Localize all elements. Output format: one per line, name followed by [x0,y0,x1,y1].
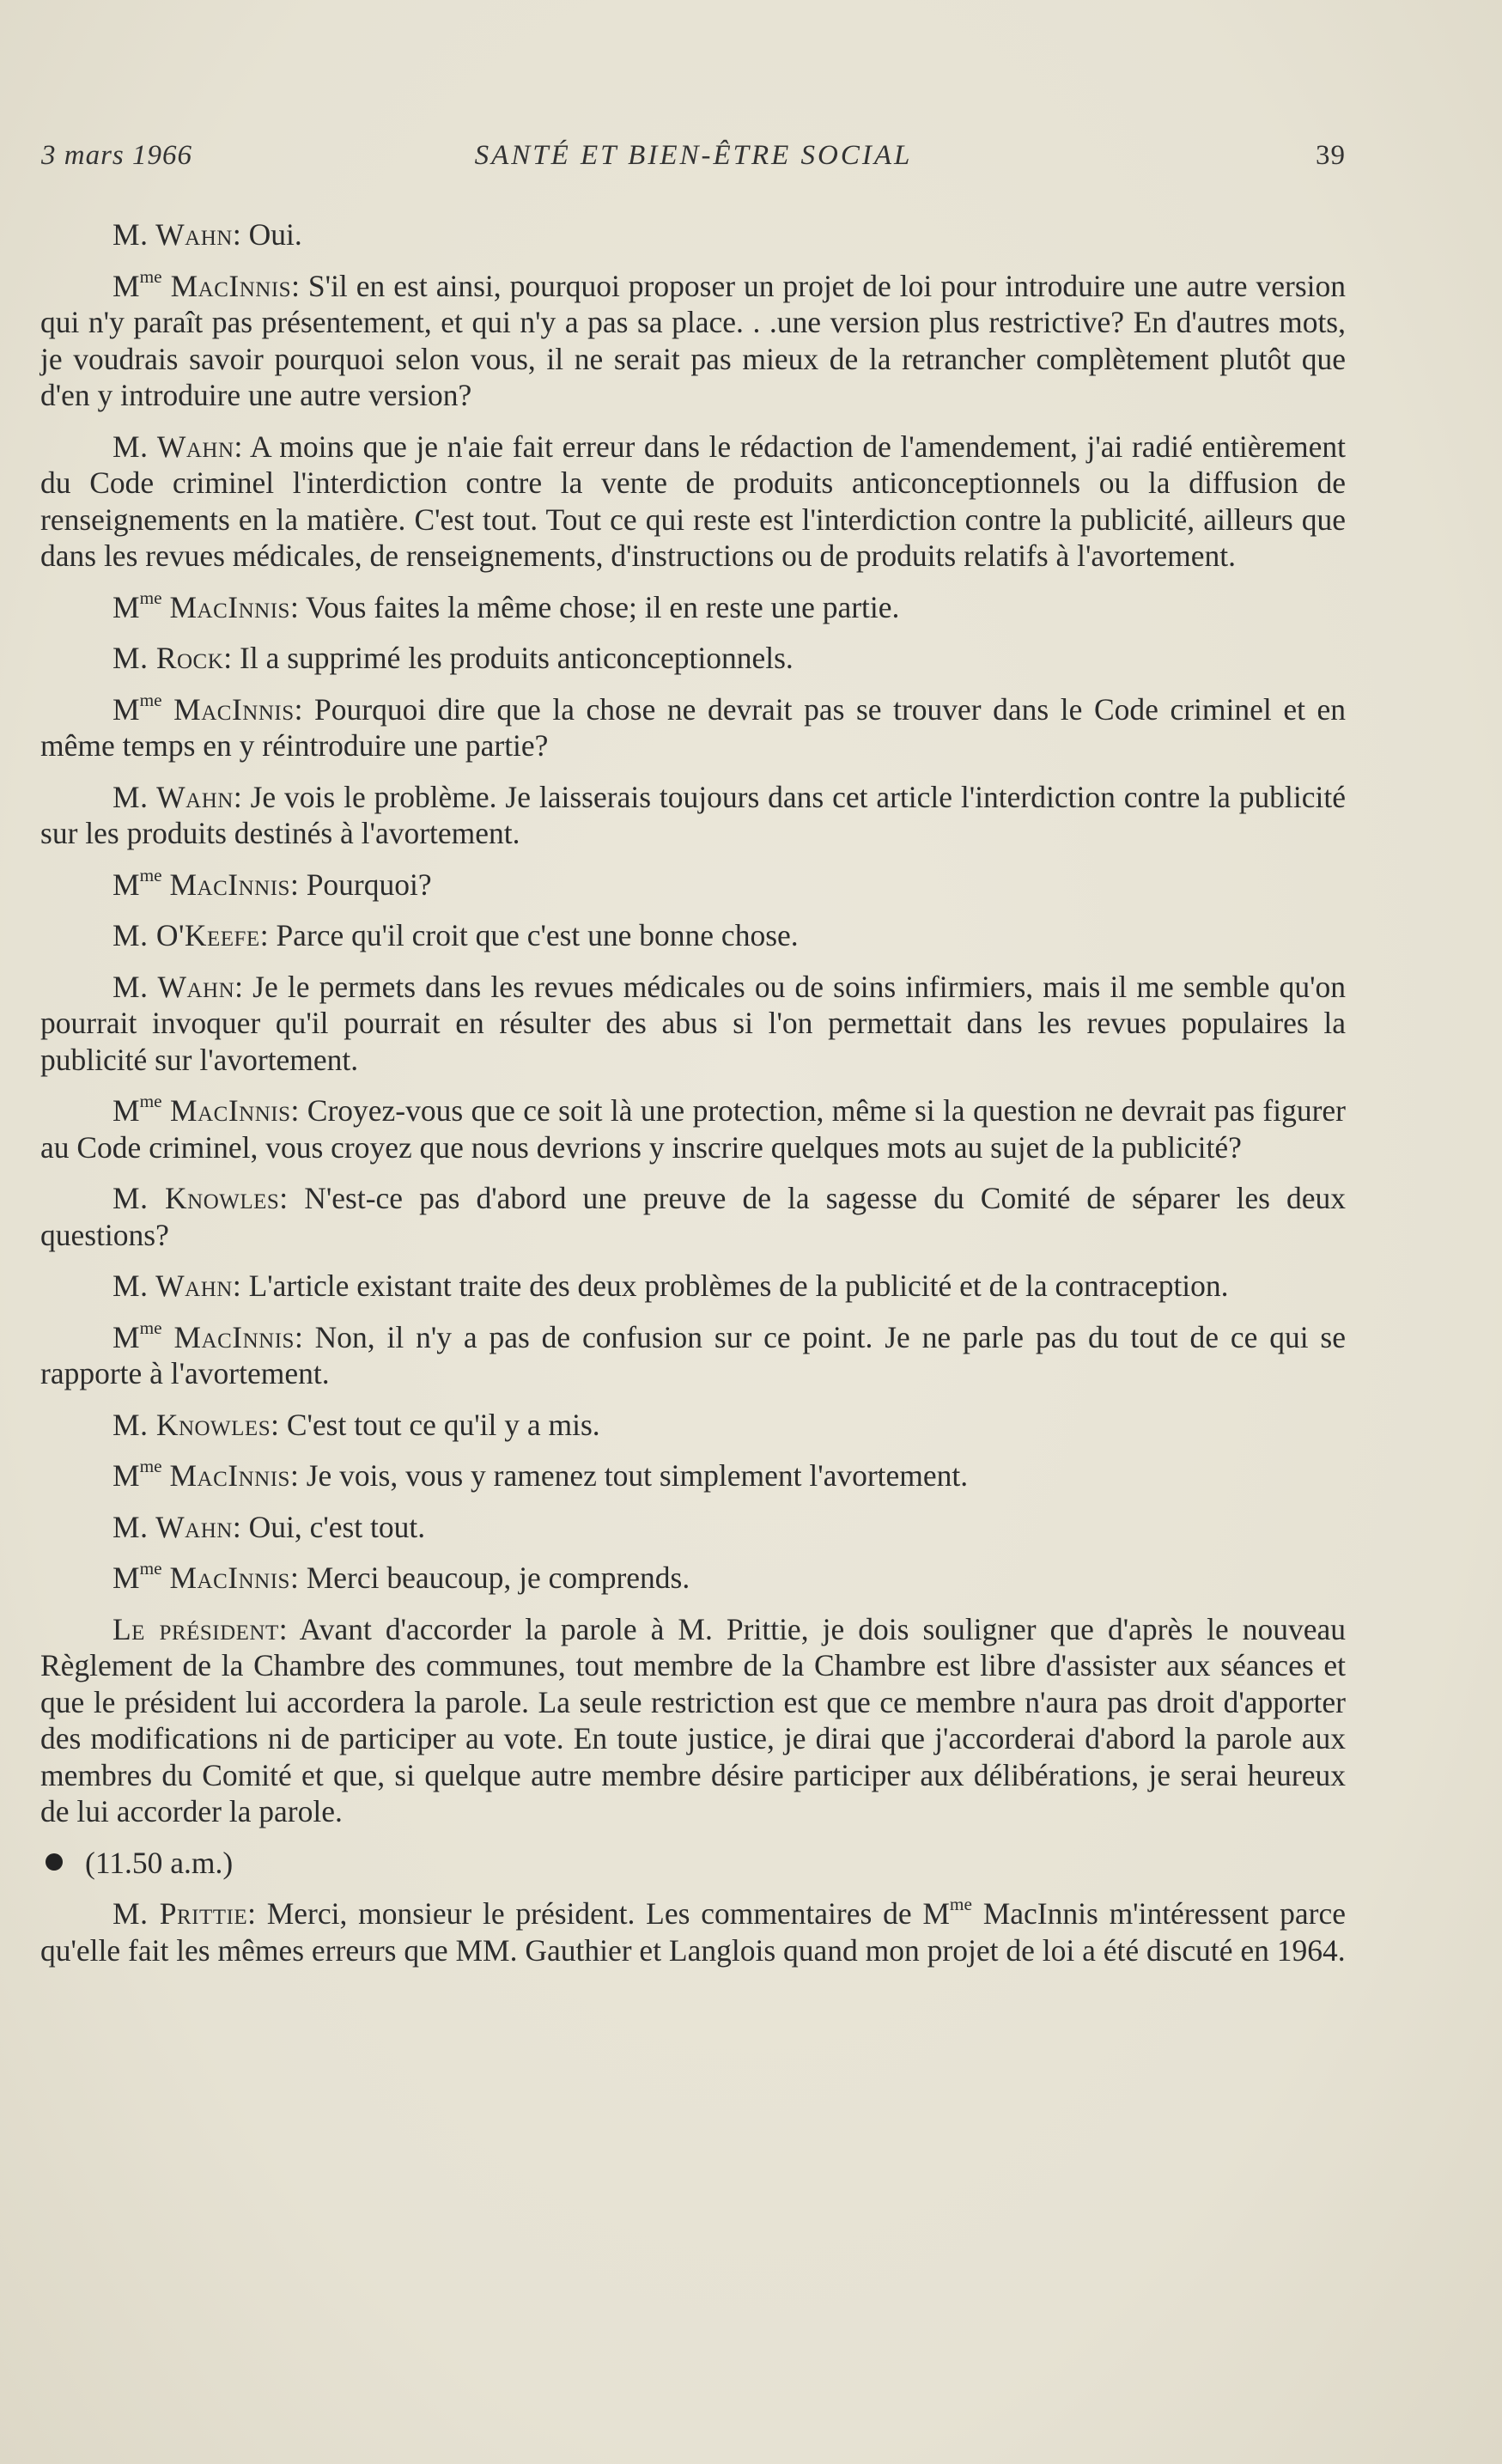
speaker-title-superscript: me [139,689,162,710]
paragraph-text: : Pourquoi? [289,867,432,902]
header-title: SANTÉ ET BIEN-ÊTRE SOCIAL [474,140,913,171]
speaker-name: M. Knowles [112,1407,271,1442]
paragraph-6 [40,691,1346,764]
timestamp-text: (11.50 a.m.) [85,1845,234,1880]
header-date: 3 mars 1966 [41,140,193,171]
paragraph-18 [40,1560,1346,1597]
speaker-name: M. Rock [112,641,224,675]
paragraph-9 [40,917,1346,954]
speaker-name: M. Prittie [112,1896,248,1931]
paragraph-10 [40,969,1346,1079]
paragraph-20 [40,1895,1346,1968]
speaker-title: M [112,867,140,902]
paragraph-4 [40,589,1346,626]
paragraph-text: : Parce qu'il croit que c'est une bonne chose. [259,918,799,952]
speaker-title-superscript: me [949,1894,972,1915]
paragraph-text: : Je vois le problème. Je laisserais toujours dans cet article l'interdiction contre la publicité sur les produits destinés à l'avortement. [40,779,1346,850]
paragraph-text: : Non, il n'y a pas de confusion sur ce point. Je ne parle pas du tout de ce qui se rapporte à l'avortement. [40,1319,1346,1390]
speaker-name: M. Wahn [112,1509,233,1544]
paragraph-11 [40,1092,1346,1165]
paragraph-text: : Pourquoi dire que la chose ne devrait pas se trouver dans le Code criminel et en même temps en y réintroduire une partie? [40,691,1347,763]
speaker-name: M. Wahn [112,217,233,252]
paragraph-5 [40,640,1346,677]
speaker-title-superscript: me [139,265,162,287]
speaker-title: M [112,1093,140,1128]
paragraph-text: : N'est-ce pas d'abord une preuve de la sagesse du Comité de séparer les deux questions? [40,1181,1346,1252]
speaker-name: MacInnis [173,691,295,727]
speaker-name: MacInnis [169,1458,290,1493]
speaker-name: M. Wahn [112,779,234,814]
speaker-title: M [112,1561,140,1595]
paragraph-17 [40,1509,1346,1546]
paragraph-16 [40,1457,1346,1494]
paragraph-text: : Croyez-vous que ce soit là une protection, même si la question ne devrait pas figurer au Code criminel, vous croyez que nous devrions y inscrire quelques mots au sujet de la publicité? [40,1093,1347,1165]
paragraph-text: : Je vois, vous y ramenez tout simplement l'avortement. [289,1458,969,1493]
transcript-body [40,216,1346,1983]
page-header [41,140,1346,179]
speaker-name: MacInnis [170,268,292,303]
paragraph-text: : A moins que je n'aie fait erreur dans le rédaction de l'amendement, j'ai radié entièrement du Code criminel l'interdiction contre la vente de produits anticonceptionnels ou la diffusion de renseignements en la matière. C'est tout. Tout ce qui reste est l'interdiction contre la publicité, ailleurs que dans les revues médicales, de renseignements, d'instructions ou de produits relatifs à l'avortement. [40,429,1347,573]
speaker-name: MacInnis [170,1093,291,1128]
speaker-name: MacInnis [169,1561,290,1595]
paragraph-8 [40,864,1346,903]
speaker-name: M. Knowles [112,1181,280,1215]
paragraph-1 [40,216,1346,253]
speaker-title-superscript: me [139,1091,162,1112]
speaker-title-superscript: me [139,587,162,608]
paragraph-text: : S'il en est ainsi, pourquoi proposer un projet de loi pour introduire une autre version qui n'y paraît pas présentement, et qui n'y a pas sa place. . .une version plus restrictive? En d'autres mots, je voudrais savoir pourquoi selon vous, il ne serait pas mieux de la retrancher complètement plutôt que d'en y introduire une autre version? [40,268,1346,412]
paragraph-19 [40,1611,1346,1830]
speaker-name: Le président [112,1611,279,1646]
paragraph-text: : Oui. [232,217,302,252]
speaker-name: M. Wahn [112,1269,233,1303]
timestamp-line [40,1845,1346,1882]
speaker-title: M [112,1319,140,1354]
paragraph-text: : Je le permets dans les revues médicales ou de soins infirmiers, mais il me semble qu'on pourrait invoquer qu'il pourrait en résulter des abus si l'on permettait dans les revues populaires la publicité sur l'avortement. [40,969,1346,1077]
speaker-name: M. Wahn [112,969,235,1004]
speaker-name: MacInnis [169,589,290,624]
speaker-name: MacInnis [169,867,290,902]
paragraph-14 [40,1319,1346,1392]
speaker-name: MacInnis [173,1319,295,1354]
paragraph-7 [40,779,1346,852]
paragraph-text: : C'est tout ce qu'il y a mis. [271,1407,600,1442]
speaker-title: M [112,589,140,624]
page-number: 39 [1316,140,1346,171]
speaker-name: M. O'Keefe [112,918,260,952]
paragraph-text: : Avant d'accorder la parole à M. Prittie, je dois souligner que d'après le nouveau Règlement de la Chambre des communes, tout membre de la Chambre est libre d'assister aux séances et que le président lui accordera la parole. La seule restriction est que ce membre n'aura pas droit d'apporter des modifications ni de participer au vote. En toute justice, je dirai que j'accorderai d'abord la parole aux membres du Comité et que, si quelque autre membre désire participer aux délibérations, je serai heureux de lui accorder la parole. [40,1611,1346,1828]
paragraph-text: : Oui, c'est tout. [232,1509,426,1544]
paragraph-13 [40,1268,1346,1305]
speaker-title-superscript: me [139,1456,162,1477]
speaker-title: M [112,1458,140,1493]
speaker-title-superscript: me [139,1317,162,1338]
speaker-name: M. Wahn [112,429,234,464]
speaker-title: M [112,691,140,727]
paragraph-text: MacInnis m'intéressent parce qu'elle fait les mêmes erreurs que MM. Gauthier et Langlois quand mon projet de loi a été discuté en 1964. [40,1896,1346,1968]
paragraph-text: : L'article existant traite des deux problèmes de la publicité et de la contraception. [232,1269,1229,1303]
paragraph-15 [40,1407,1346,1444]
paragraph-12 [40,1180,1346,1253]
paragraph-3 [40,429,1346,575]
speaker-title: M [112,268,140,303]
paragraph-text: : Merci beaucoup, je comprends. [289,1561,690,1595]
speaker-title-superscript: me [139,864,162,885]
bullet-icon [46,1853,63,1871]
paragraph-2 [40,265,1346,414]
speaker-title-superscript: me [139,1558,162,1579]
paragraph-text: : Il a supprimé les produits anticonceptionnels. [223,641,794,675]
paragraph-text: : Merci, monsieur le président. Les commentaires de M [247,1896,950,1931]
paragraph-text: : Vous faites la même chose; il en reste une partie. [289,589,900,624]
